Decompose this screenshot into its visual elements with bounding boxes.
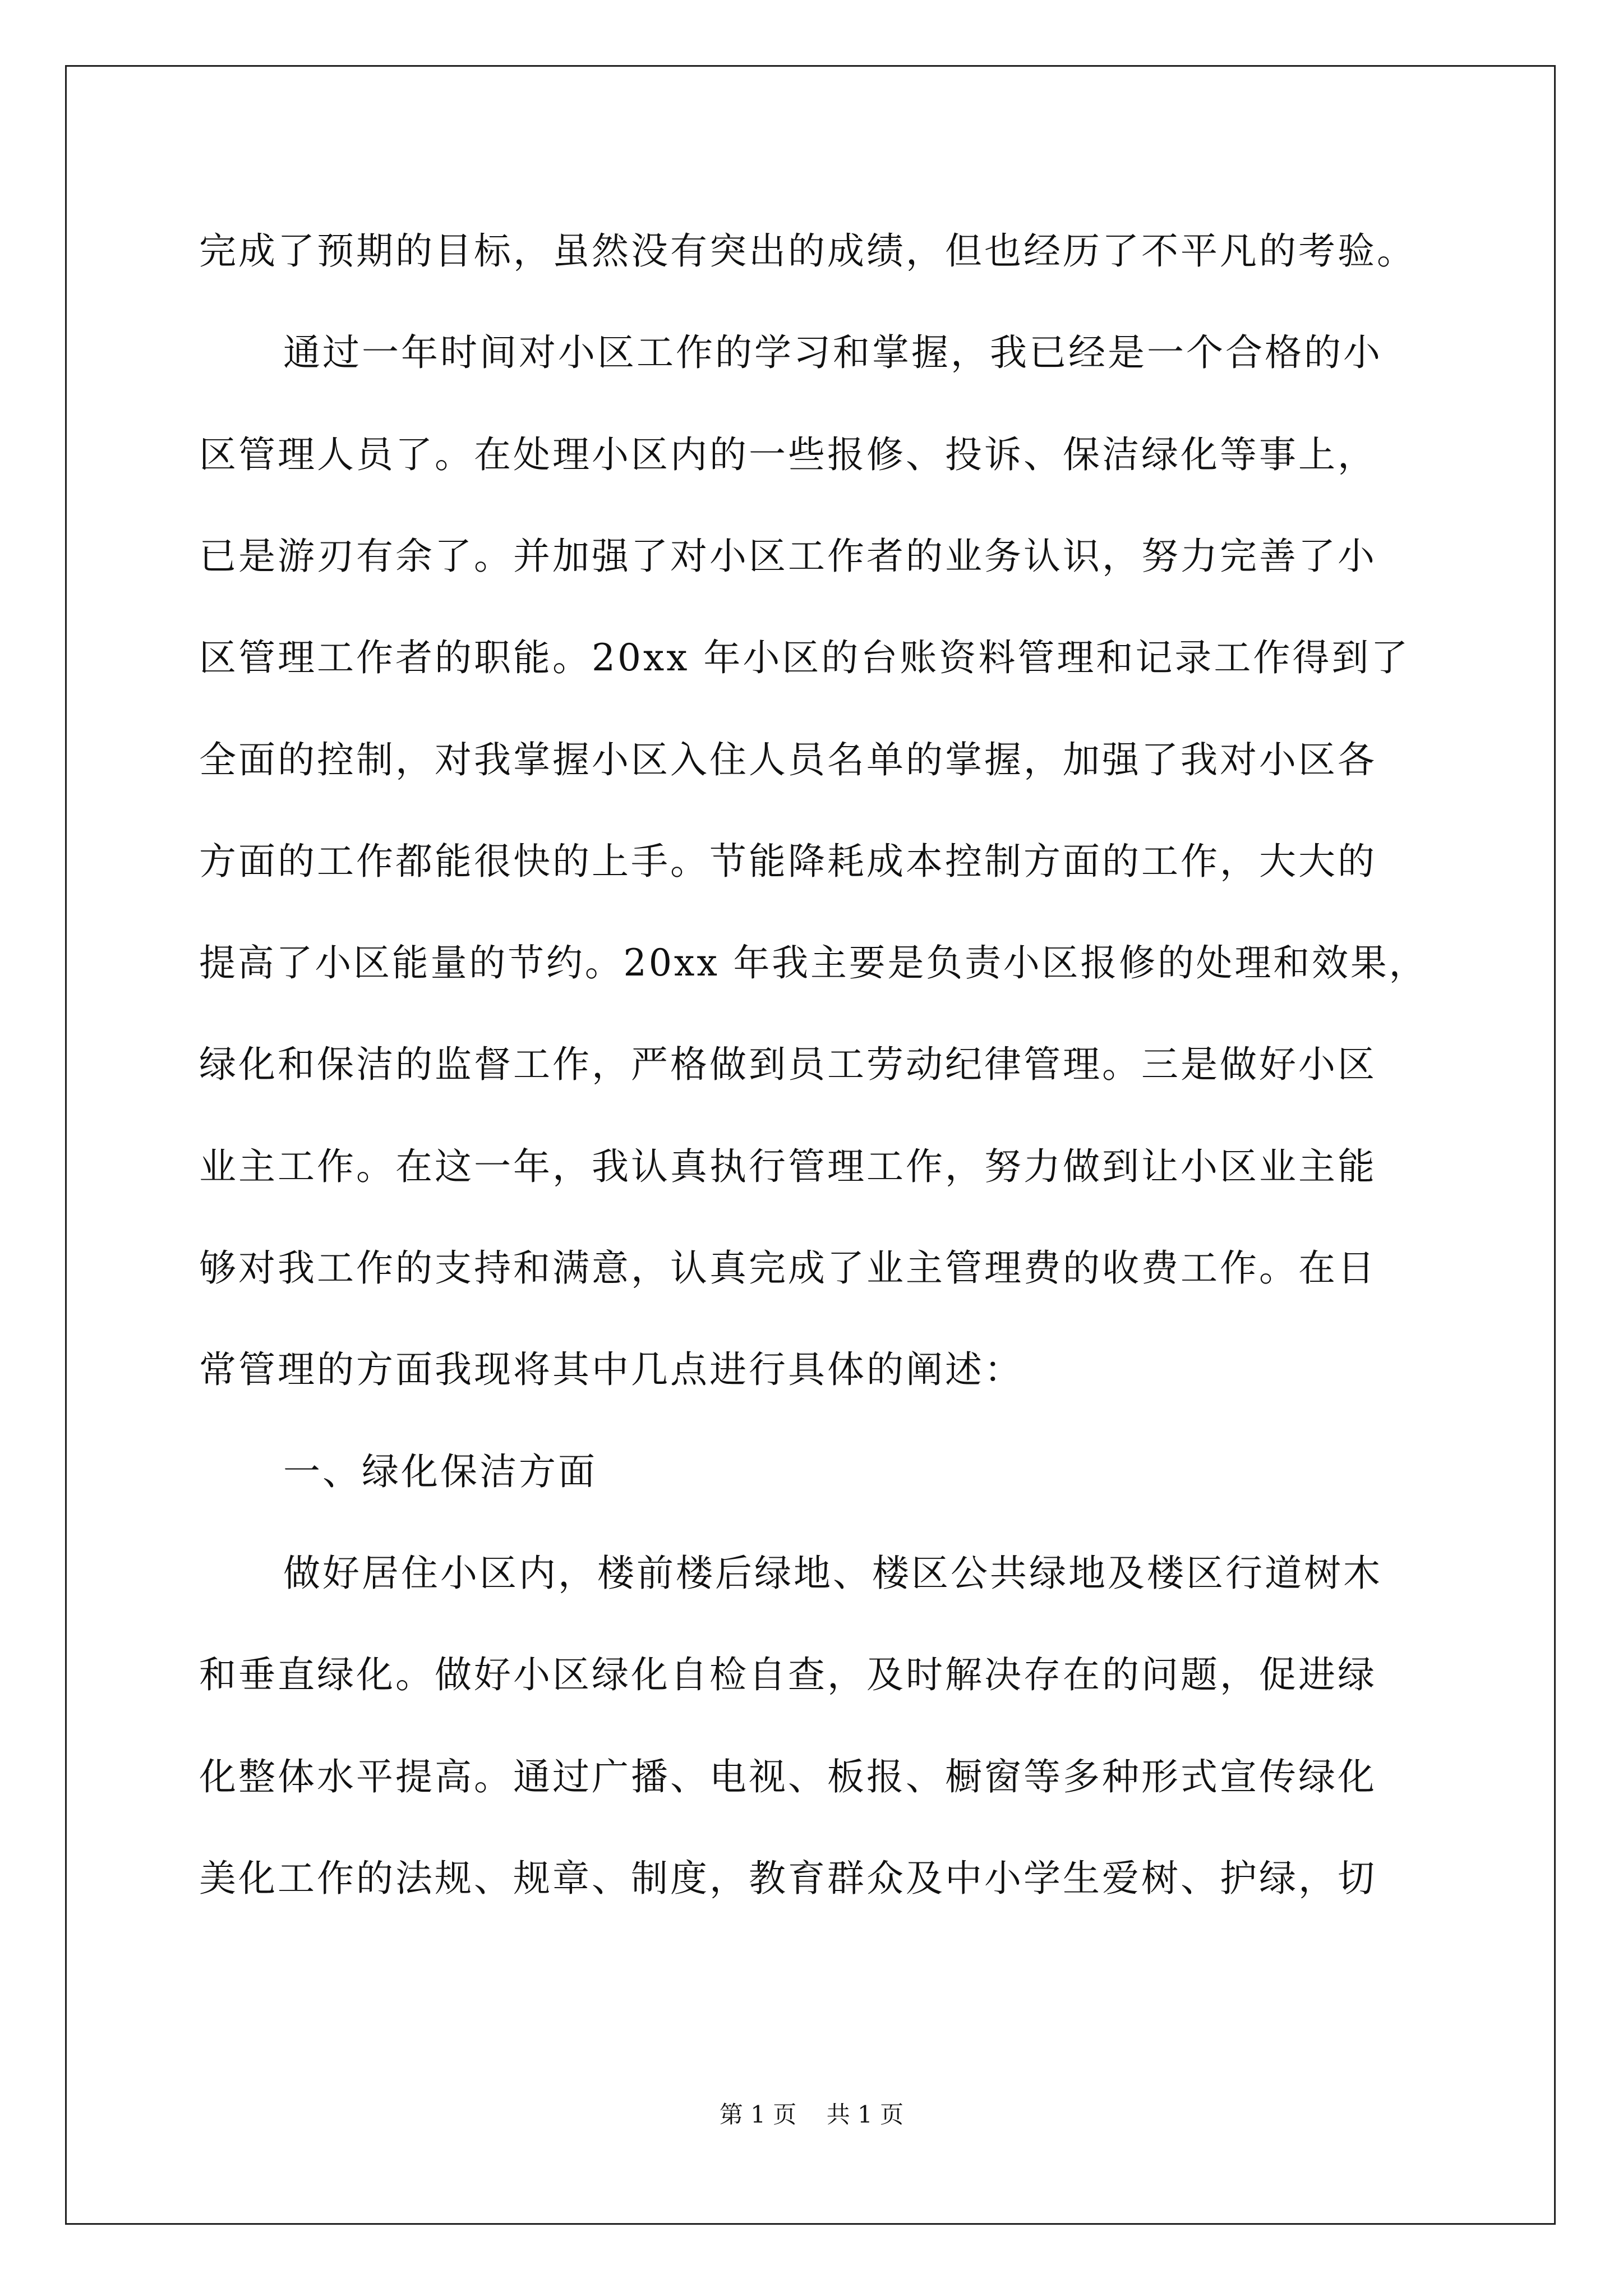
text-line: 够对我工作的支持和满意，认真完成了业主管理费的收费工作。在日 [199,1246,1377,1290]
text-line: 已是游刃有余了。并加强了对小区工作者的业务认识，努力完善了小 [199,535,1377,578]
text-line: 业主工作。在这一年，我认真执行管理工作，努力做到让小区业主能 [199,1145,1377,1188]
text-line: 提高了小区能量的节约。20xx 年我主要是负责小区报修的处理和效果， [199,941,1428,984]
text-line: 区管理工作者的职能。20xx 年小区的台账资料管理和记录工作得到了 [199,636,1410,679]
text-line: 方面的工作都能很快的上手。节能降耗成本控制方面的工作，大大的 [199,840,1377,883]
text-line: 美化工作的法规、规章、制度，教育群众及中小学生爱树、护绿，切 [199,1857,1377,1900]
text-line: 一、绿化保洁方面 [283,1450,597,1493]
text-line: 全面的控制，对我掌握小区入住人员名单的掌握，加强了我对小区各 [199,738,1377,781]
text-line: 化整体水平提高。通过广播、电视、板报、橱窗等多种形式宣传绿化 [199,1755,1377,1798]
text-line: 区管理人员了。在处理小区内的一些报修、投诉、保洁绿化等事上， [199,433,1377,476]
text-line: 通过一年时间对小区工作的学习和掌握，我已经是一个合格的小 [283,331,1382,374]
text-line: 和垂直绿化。做好小区绿化自检自查，及时解决存在的问题，促进绿 [199,1653,1377,1696]
text-line: 常管理的方面我现将其中几点进行具体的阐述： [199,1348,1023,1391]
text-line: 绿化和保洁的监督工作，严格做到员工劳动纪律管理。三是做好小区 [199,1043,1377,1086]
page-footer: 第 1 页 共 1 页 [719,2101,904,2128]
text-line: 完成了预期的目标，虽然没有突出的成绩，但也经历了不平凡的考验。 [199,229,1416,273]
text-line: 做好居住小区内，楼前楼后绿地、楼区公共绿地及楼区行道树木 [283,1552,1382,1595]
